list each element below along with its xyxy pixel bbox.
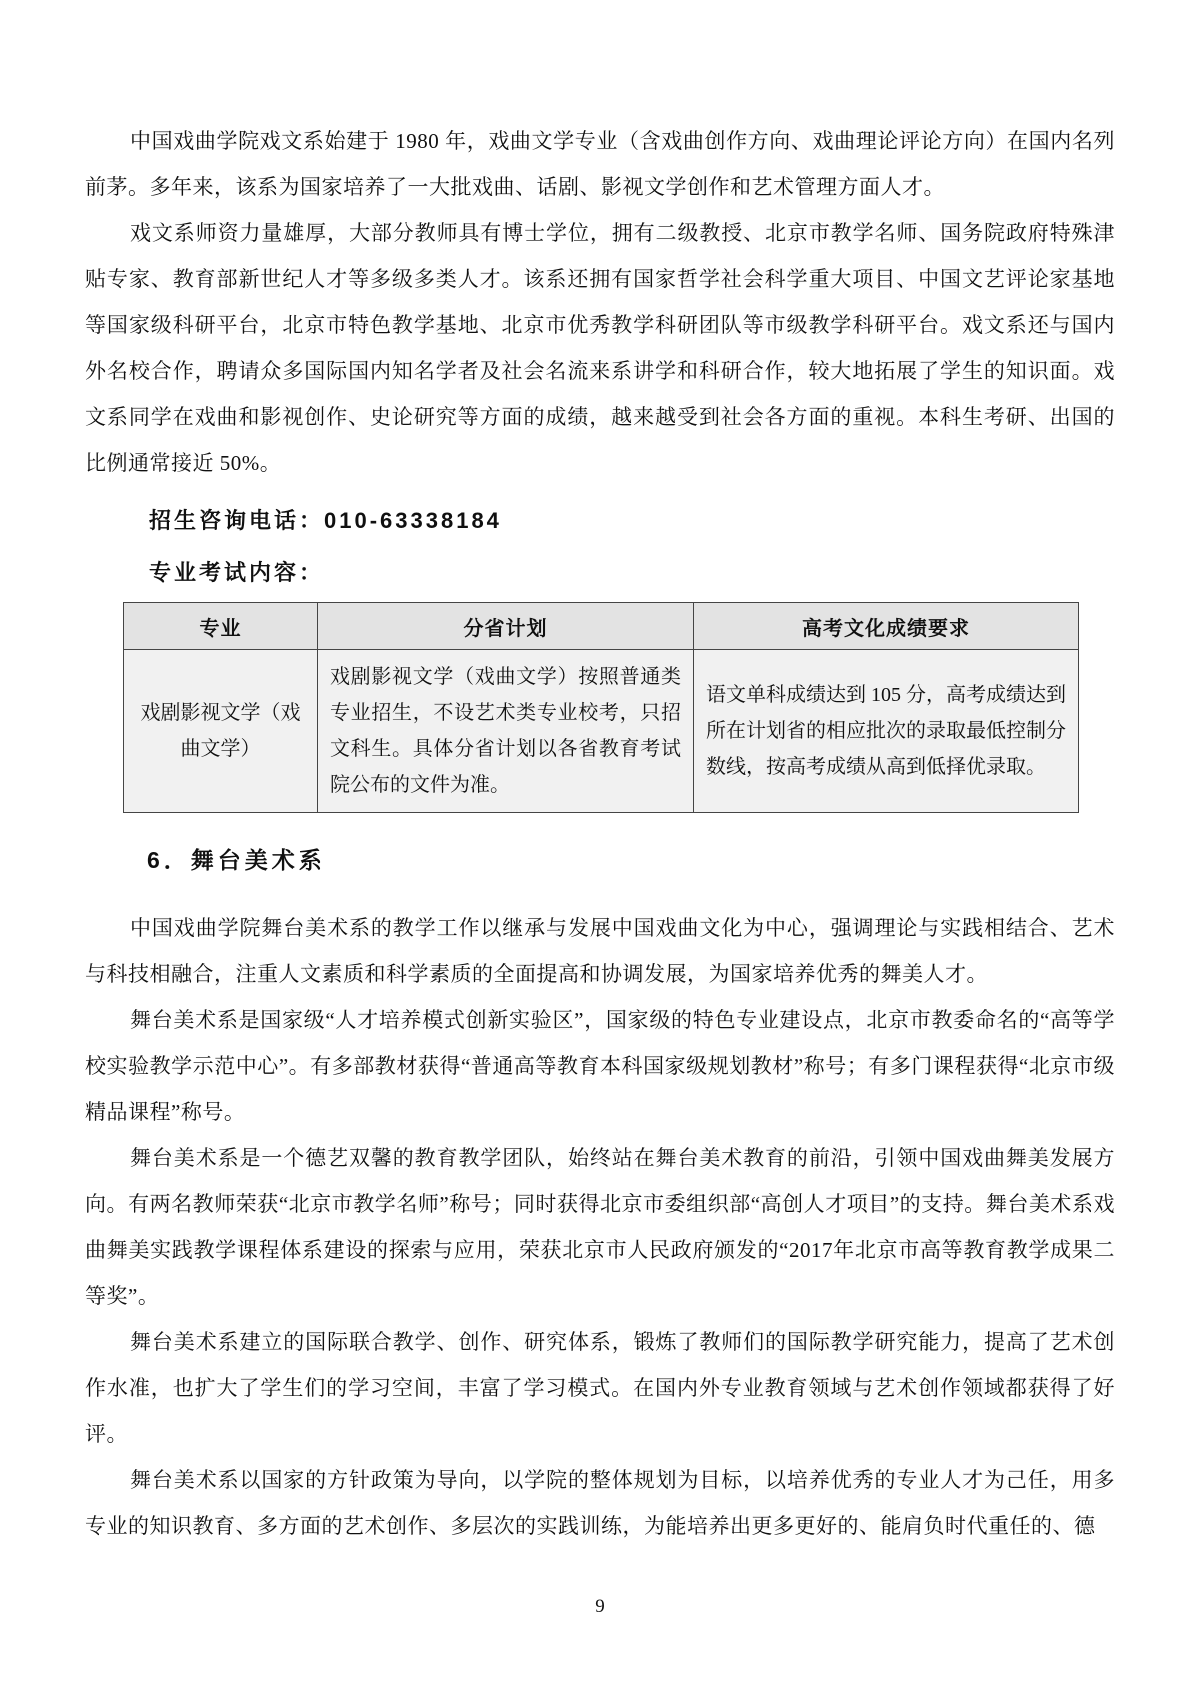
table-header-plan: 分省计划 bbox=[318, 603, 694, 650]
paragraph-stage-art-policy: 舞台美术系以国家的方针政策为导向，以学院的整体规划为目标，以培养优秀的专业人才为己任，用多专业的知识教育、多方面的艺术创作、多层次的实践训练，为能培养出更多更好的、能肩负时代重任的、德 bbox=[85, 1468, 1115, 1538]
page-number: 9 bbox=[595, 1596, 605, 1617]
section-heading-stage-art: 6．舞台美术系 bbox=[147, 847, 326, 873]
table-row bbox=[124, 650, 1079, 813]
table-cell-score-requirement: 语文单科成绩达到 105 分，高考成绩达到所在计划省的相应批次的录取最低控制分数线，按高考成绩从高到低择优录取。 bbox=[694, 650, 1079, 813]
table-cell-plan: 戏剧影视文学（戏曲文学）按照普通类专业招生，不设艺术类专业校考，只招文科生。具体分省计划以各省教育考试院公布的文件为准。 bbox=[318, 650, 694, 813]
table-header-major: 专业 bbox=[124, 603, 318, 650]
paragraph-stage-art-international: 舞台美术系建立的国际联合教学、创作、研究体系，锻炼了教师们的国际教学研究能力，提高了艺术创作水准，也扩大了学生们的学习空间，丰富了学习模式。在国内外专业教育领域与艺术创作领域都获得了好评。 bbox=[85, 1330, 1115, 1446]
exam-content-heading: 专业考试内容： bbox=[149, 560, 325, 585]
paragraph-stage-art-platforms: 舞台美术系是国家级“人才培养模式创新实验区”，国家级的特色专业建设点，北京市教委命名的“高等学校实验教学示范中心”。有多部教材获得“普通高等教育本科国家级规划教材”称号；有多门课程获得“北京市级精品课程”称号。 bbox=[85, 1008, 1115, 1124]
table-header-row bbox=[124, 603, 1079, 650]
admissions-phone-heading: 招生咨询电话：010-63338184 bbox=[149, 508, 502, 533]
paragraph-stage-art-team: 舞台美术系是一个德艺双馨的教育教学团队，始终站在舞台美术教育的前沿，引领中国戏曲舞美发展方向。有两名教师荣获“北京市教学名师”称号；同时获得北京市委组织部“高创人才项目”的支持。舞台美术系戏曲舞美实践教学课程体系建设的探索与应用，荣获北京市人民政府颁发的“2017年北京市高等教育教学成果二等奖”。 bbox=[85, 1146, 1115, 1308]
table-cell-major: 戏剧影视文学（戏曲文学） bbox=[124, 650, 318, 813]
table-header-score-requirement: 高考文化成绩要求 bbox=[694, 603, 1079, 650]
exam-table bbox=[123, 602, 1079, 813]
paragraph-xiwen-intro: 中国戏曲学院戏文系始建于 1980 年，戏曲文学专业（含戏曲创作方向、戏曲理论评论方向）在国内名列前茅。多年来，该系为国家培养了一大批戏曲、话剧、影视文学创作和艺术管理方面人才。 bbox=[85, 129, 1115, 199]
stage-art-section bbox=[85, 905, 1115, 1549]
paragraph-stage-art-intro: 中国戏曲学院舞台美术系的教学工作以继承与发展中国戏曲文化为中心，强调理论与实践相结合、艺术与科技相融合，注重人文素质和科学素质的全面提高和协调发展，为国家培养优秀的舞美人才。 bbox=[85, 916, 1115, 986]
paragraph-xiwen-faculty: 戏文系师资力量雄厚，大部分教师具有博士学位，拥有二级教授、北京市教学名师、国务院政府特殊津贴专家、教育部新世纪人才等多级多类人才。该系还拥有国家哲学社会科学重大项目、中国文艺评论家基地等国家级科研平台，北京市特色教学基地、北京市优秀教学科研团队等市级教学科研平台。戏文系还与国内外名校合作，聘请众多国际国内知名学者及社会名流来系讲学和科研合作，较大地拓展了学生的知识面。戏文系同学在戏曲和影视创作、史论研究等方面的成绩，越来越受到社会各方面的重视。本科生考研、出国的比例通常接近 50%。 bbox=[85, 221, 1115, 475]
